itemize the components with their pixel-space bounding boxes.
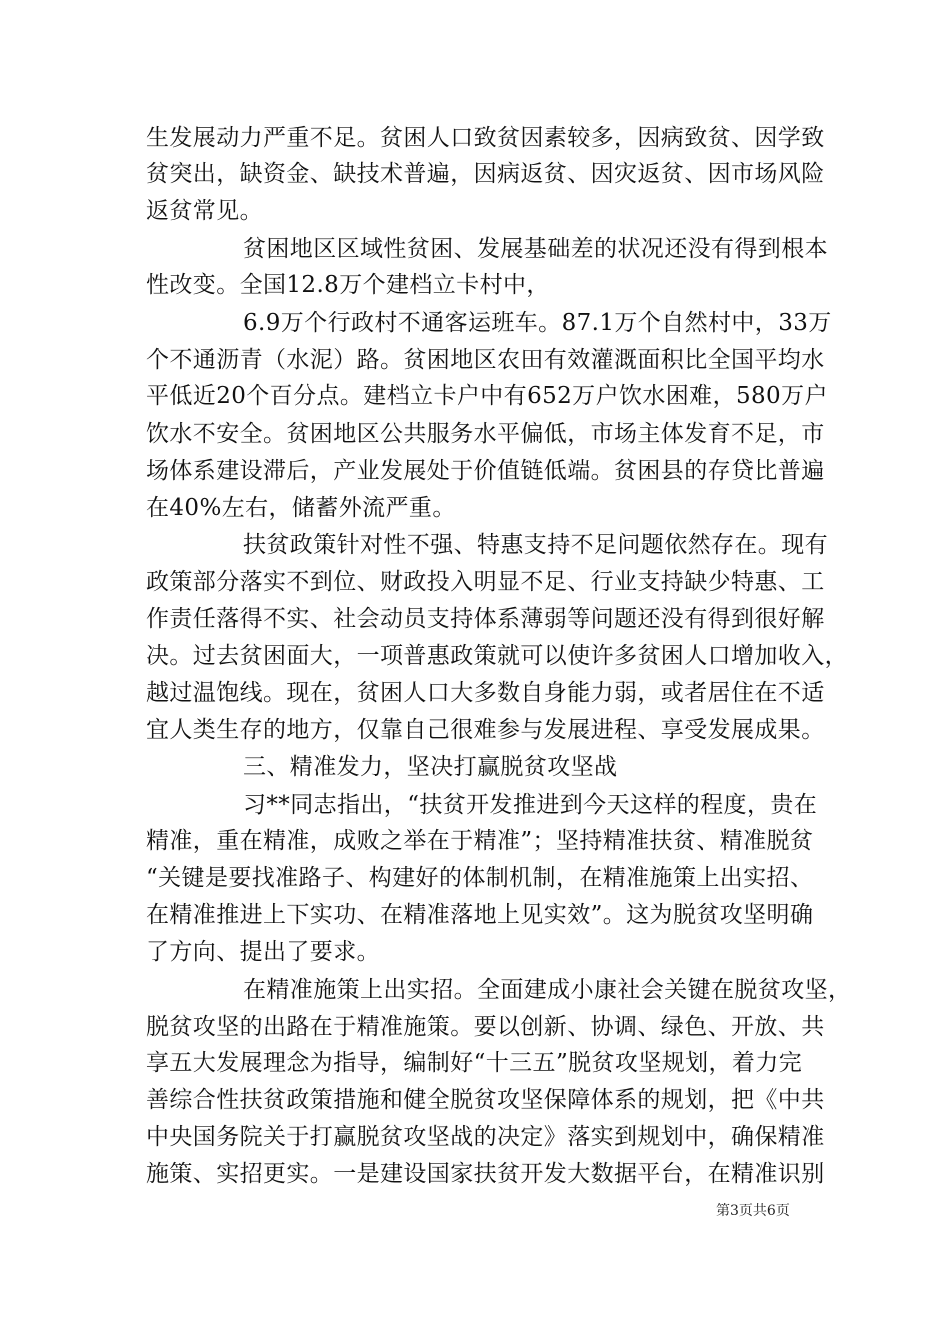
text-line: 脱贫攻坚的出路在于精准施策。要以创新、协调、绿色、开放、共 [146, 1014, 825, 1040]
text-line: 性改变。全国12.8万个建档立卡村中， [146, 272, 550, 298]
text-line: 享五大发展理念为指导，编制好“十三五”脱贫攻坚规划，着力完 [146, 1050, 803, 1076]
text-line: “关键是要找准路子、构建好的体制机制，在精准施策上出实招、 [146, 865, 814, 891]
paragraph-first-line: 贫困地区区域性贫困、发展基础差的状况还没有得到根本 [243, 236, 828, 262]
text-line: 决。过去贫困面大，一项普惠政策就可以使许多贫困人口增加收入， [146, 643, 848, 669]
text-line: 精准，重在精准，成败之举在于精准”；坚持精准扶贫、精准脱贫 [146, 828, 814, 854]
text-line: 作责任落得不实、社会动员支持体系薄弱等问题还没有得到很好解 [146, 606, 825, 632]
text-line: 返贫常见。 [146, 198, 263, 224]
text-line: 中央国务院关于打赢脱贫攻坚战的决定》落实到规划中，确保精准 [146, 1124, 825, 1150]
text-line: 政策部分落实不到位、财政投入明显不足、行业支持缺少特惠、工 [146, 569, 825, 595]
text-line: 善综合性扶贫政策措施和健全脱贫攻坚保障体系的规划，把《中共 [146, 1087, 825, 1113]
paragraph-first-line: 习**同志指出，“扶贫开发推进到今天这样的程度，贵在 [243, 792, 818, 818]
page-number: 第3页共6页 [716, 1203, 790, 1219]
text-line: 施策、实招更实。一是建设国家扶贫开发大数据平台，在精准识别 [146, 1161, 825, 1187]
paragraph-first-line: 在精准施策上出实招。全面建成小康社会关键在脱贫攻坚， [243, 977, 852, 1003]
text-line: 越过温饱线。现在，贫困人口大多数自身能力弱，或者居住在不适 [146, 680, 825, 706]
text-line: 平低近20个百分点。建档立卡户中有652万户饮水困难，580万户 [146, 383, 828, 409]
section-heading: 三、精准发力，坚决打赢脱贫攻坚战 [243, 754, 618, 780]
text-line: 饮水不安全。贫困地区公共服务水平偏低，市场主体发育不足，市 [146, 421, 825, 447]
text-line: 贫突出，缺资金、缺技术普遍，因病返贫、因灾返贫、因市场风险 [146, 161, 825, 187]
paragraph-first-line: 6.9万个行政村不通客运班车。87.1万个自然村中，33万 [243, 310, 832, 336]
text-line: 宜人类生存的地方，仅靠自己很难参与发展进程、享受发展成果。 [146, 717, 825, 743]
text-line: 在40%左右，储蓄外流严重。 [146, 495, 456, 521]
text-line: 生发展动力严重不足。贫困人口致贫因素较多，因病致贫、因学致 [146, 125, 825, 151]
text-line: 在精准推进上下实功、在精准落地上见实效”。这为脱贫攻坚明确 [146, 902, 814, 928]
text-line: 了方向、提出了要求。 [146, 939, 380, 965]
text-line: 个不通沥青（水泥）路。贫困地区农田有效灌溉面积比全国平均水 [146, 347, 825, 373]
text-line: 场体系建设滞后，产业发展处于价值链低端。贫困县的存贷比普遍 [146, 458, 825, 484]
paragraph-first-line: 扶贫政策针对性不强、特惠支持不足问题依然存在。现有 [243, 532, 828, 558]
